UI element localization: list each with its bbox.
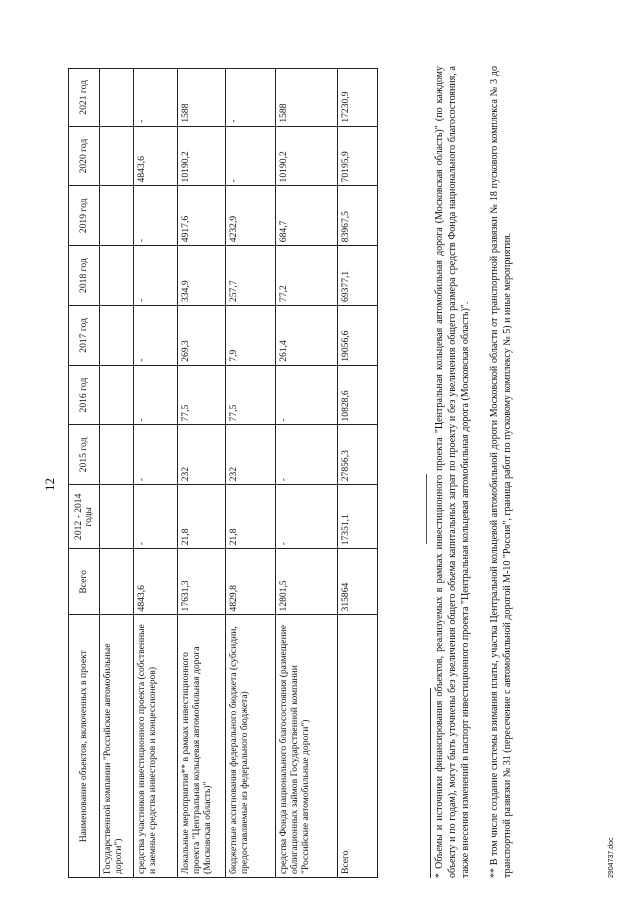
cell-2021 <box>100 69 134 127</box>
cell-2016: - <box>276 365 338 425</box>
cell-2020: 4843,6 <box>134 126 178 186</box>
cell-2018: 334,9 <box>178 246 226 306</box>
cell-2020: - <box>226 126 276 186</box>
cell-2016: 10828,6 <box>338 365 378 425</box>
cell-2021: 1588 <box>178 69 226 127</box>
cell-2015: 232 <box>226 425 276 485</box>
cell-2019: 4917,6 <box>178 186 226 246</box>
header-cell: 2015 год <box>69 425 100 485</box>
cell-total: 4829,8 <box>226 549 276 615</box>
cell-2017: 19056,6 <box>338 305 378 365</box>
cell-2016 <box>100 365 134 425</box>
cell-2015: - <box>276 425 338 485</box>
cell-2019 <box>100 186 134 246</box>
cell-2018: 257,7 <box>226 246 276 306</box>
cell-2018: - <box>134 246 178 306</box>
footnote-separator <box>430 688 431 878</box>
table-header-row <box>69 69 100 878</box>
header-cell: 2018 год <box>69 246 100 306</box>
cell-2017: 7,9 <box>226 305 276 365</box>
table-row-total <box>338 69 378 878</box>
table-row <box>178 69 226 878</box>
cell-2015: 27856,3 <box>338 425 378 485</box>
cell-2019: 684,7 <box>276 186 338 246</box>
row-name: Государственной компании "Российские автомобильные дороги") <box>100 615 134 878</box>
cell-2021: - <box>226 69 276 127</box>
footnote-1: * Объемы и источники финансирования объектов, реализуемых в рамках инвестиционного проекта "Центральная кольцевая автомобильная дорога (Московская область)" (по каждому объекту и по годам), могут быть уточнены без увеличения общего объема капитальных затрат по проекту и без увеличения общего размера средств Фонда национального благосостояния, а также внесения изменений в паспорт инвестиционного проекта "Центральная кольцевая автомобильная дорога (Московская область)". <box>434 66 471 878</box>
cell-2017: 269,3 <box>178 305 226 365</box>
cell-2021: - <box>134 69 178 127</box>
header-cell: 2017 год <box>69 305 100 365</box>
cell-2016: 77,5 <box>226 365 276 425</box>
cell-2017: - <box>134 305 178 365</box>
cell-2015: - <box>134 425 178 485</box>
cell-2012-2014: - <box>276 485 338 549</box>
cell-2015 <box>100 425 134 485</box>
table-row <box>276 69 338 878</box>
header-cell: 2020 год <box>69 126 100 186</box>
header-cell: Наименование объектов, включенных в проект <box>69 615 100 878</box>
cell-2020: 10190,2 <box>276 126 338 186</box>
cell-2012-2014 <box>100 485 134 549</box>
table-row <box>226 69 276 878</box>
cell-2019: 4232,9 <box>226 186 276 246</box>
header-cell: 2016 год <box>69 365 100 425</box>
cell-2012-2014: 21,8 <box>178 485 226 549</box>
cell-2020 <box>100 126 134 186</box>
cell-2021: 17230,9 <box>338 69 378 127</box>
header-cell: 2021 год <box>69 69 100 127</box>
row-name: Локальные мероприятия** в рамках инвестиционного проекта "Центральная кольцевая автомобильная дорога (Московская область)" <box>178 615 226 878</box>
file-name: 2904737.doc <box>608 837 615 878</box>
row-name: средства Фонда национального благосостояния (размещение облигационных займов Государственной компании "Российские автомобильные дороги") <box>276 615 338 878</box>
cell-2016: - <box>134 365 178 425</box>
page-mark-line <box>426 474 427 544</box>
cell-total: 315864 <box>338 549 378 615</box>
cell-total: 12801,5 <box>276 549 338 615</box>
table-row <box>134 69 178 878</box>
cell-total: 17631,3 <box>178 549 226 615</box>
table-row <box>100 69 134 878</box>
header-cell: 2019 год <box>69 186 100 246</box>
row-name: бюджетные ассигнования федерального бюджета (субсидии, предоставляемые из федерального бюджета) <box>226 615 276 878</box>
cell-2012-2014: 21,8 <box>226 485 276 549</box>
cell-2018 <box>100 246 134 306</box>
cell-2018: 77,2 <box>276 246 338 306</box>
row-name: Всего <box>338 615 378 878</box>
cell-total <box>100 549 134 615</box>
header-cell: Всего <box>69 549 100 615</box>
cell-2017 <box>100 305 134 365</box>
cell-2015: 232 <box>178 425 226 485</box>
cell-2012-2014: 17351,1 <box>338 485 378 549</box>
cell-2016: 77,5 <box>178 365 226 425</box>
cell-2017: 261,4 <box>276 305 338 365</box>
footnote-2: ** В том числе создание системы взимания платы, участка Центральной кольцевой автомобильной дороги Московской области от транспортной развязки № 18 пускового комплекса № 3 до транспортной развязки № 31 (пересечение с автомобильной дорогой М-10 "Россия", граница работ по пусковому комплексу № 5) и иные мероприятия. <box>489 66 513 878</box>
cell-2019: - <box>134 186 178 246</box>
header-cell: 2012 - 2014 годы <box>69 485 100 549</box>
financing-table <box>68 68 378 878</box>
rotated-page <box>28 30 628 890</box>
row-name: средства участников инвестиционного проекта (собственные и заемные средства инвесторов и концессионеров) <box>134 615 178 878</box>
cell-2019: 83967,5 <box>338 186 378 246</box>
cell-2020: 70195,9 <box>338 126 378 186</box>
cell-2020: 10190,2 <box>178 126 226 186</box>
cell-2012-2014: - <box>134 485 178 549</box>
cell-2021: 1588 <box>276 69 338 127</box>
cell-2018: 69377,1 <box>338 246 378 306</box>
page-number: 12 <box>42 478 57 491</box>
cell-total: 4843,6 <box>134 549 178 615</box>
